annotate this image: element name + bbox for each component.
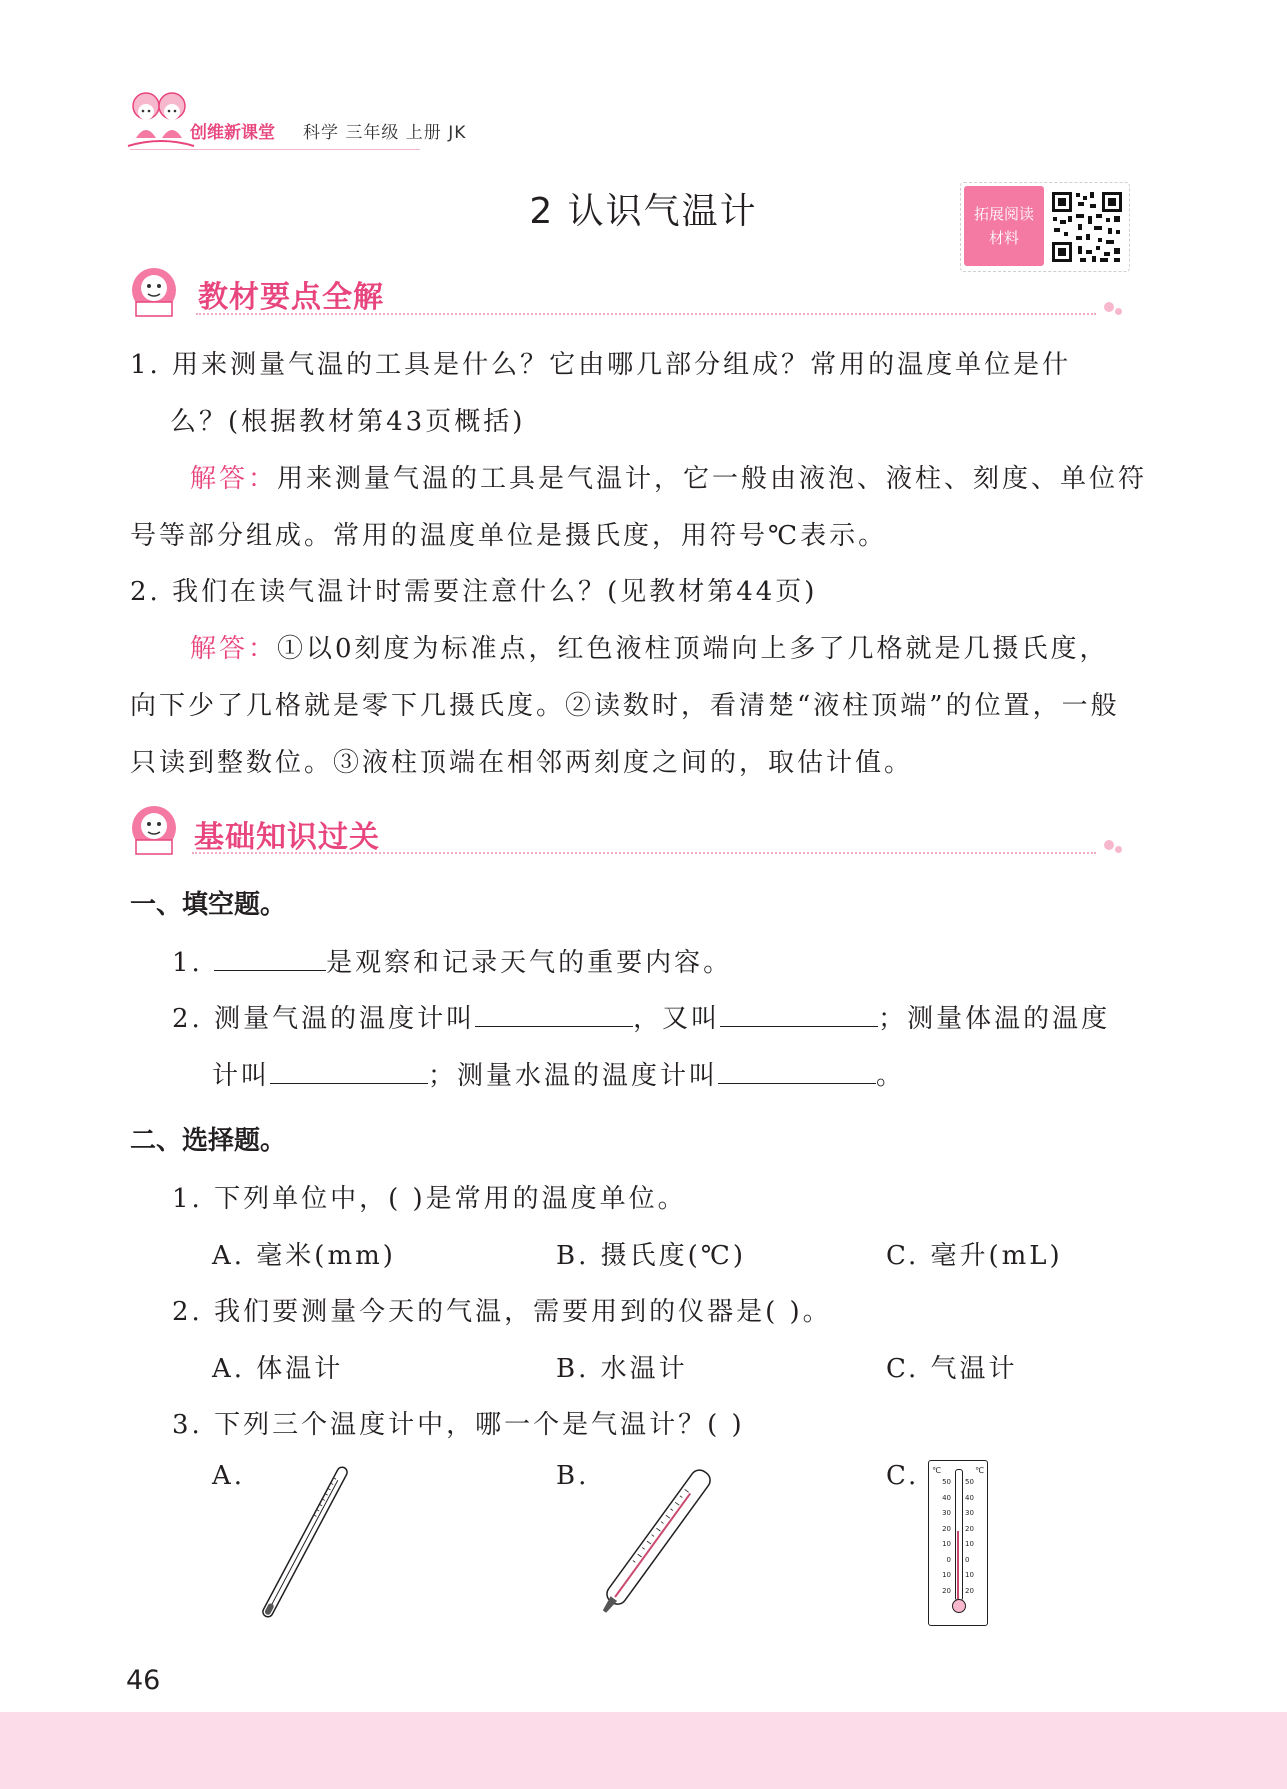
decorative-dot: [1104, 840, 1114, 850]
fill-question-2-part-a: 2. 测量气温的温度计叫: [172, 1004, 476, 1034]
choice-question-3: 3. 下列三个温度计中，哪一个是气温计？( ): [172, 1410, 745, 1440]
question-1-line-1: 1. 用来测量气温的工具是什么？它由哪几部分组成？常用的温度单位是什: [130, 350, 1072, 380]
fill-blank-heading: 一、填空题。: [130, 890, 287, 920]
thermometer-bulb: [952, 1599, 966, 1613]
page-number: 46: [126, 1665, 161, 1696]
scale-label: 20: [942, 1524, 951, 1533]
answer-1-text: 用来测量气温的工具是气温计，它一般由液泡、液柱、刻度、单位符: [277, 464, 1148, 494]
answer-blank[interactable]: [720, 1000, 878, 1027]
choice-2-option-b[interactable]: B. 水温计: [556, 1354, 688, 1384]
choice-question-2: 2. 我们要测量今天的气温，需要用到的仪器是( )。: [172, 1297, 832, 1327]
answer-1-line-1: [190, 458, 1147, 495]
bottom-decorative-band: [0, 1712, 1287, 1789]
scale-label: 20: [965, 1586, 974, 1595]
section-character-icon: [128, 804, 188, 858]
scale-label: 10: [942, 1571, 951, 1579]
choice-3-option-b[interactable]: B.: [556, 1461, 590, 1491]
reading-material-tag-label: 拓展阅读材料: [974, 205, 1035, 247]
answer-blank[interactable]: [475, 1000, 633, 1027]
scale-label: 50: [942, 1478, 951, 1486]
scale-label: 40: [942, 1493, 951, 1502]
celsius-unit-left: ℃: [932, 1466, 941, 1475]
brand-name: 创维新课堂: [190, 123, 275, 143]
scale-right: [965, 1475, 985, 1599]
section-divider: [192, 852, 1096, 854]
answer-2-line-2: 向下少了几格就是零下几摄氏度。②读数时，看清楚“液柱顶端”的位置，一般: [130, 691, 1120, 721]
question-1-line-2: 么？(根据教材第43页概括): [170, 407, 526, 437]
fill-question-2-part-c: ；测量体温的温度: [878, 1004, 1111, 1034]
answer-1-line-2: 号等部分组成。常用的温度单位是摄氏度，用符号℃表示。: [130, 521, 888, 551]
cartoon-kids-logo: [126, 88, 196, 154]
celsius-unit-right: ℃: [975, 1466, 984, 1475]
scale-label: 0: [965, 1555, 970, 1564]
section-character-icon: [128, 266, 188, 320]
question-2-line-1: 2. 我们在读气温计时需要注意什么？(见教材第44页): [130, 577, 818, 607]
decorative-dot: [1115, 308, 1122, 315]
section-title-basic-knowledge: 基础知识过关: [194, 820, 380, 855]
section-title-key-points: 教材要点全解: [198, 280, 384, 315]
answer-blank[interactable]: [270, 1057, 428, 1084]
fill-question-2-part-d: 计叫: [212, 1061, 271, 1091]
choice-3-option-a[interactable]: A.: [212, 1461, 246, 1491]
header-divider: [130, 149, 420, 150]
answer-label: 解答：: [190, 634, 278, 664]
thermometer-b-image: [590, 1452, 720, 1632]
reading-material-tag[interactable]: [964, 186, 1044, 266]
answer-blank[interactable]: [214, 944, 326, 971]
scale-label: 30: [942, 1509, 951, 1517]
scale-label: 20: [942, 1586, 951, 1595]
section-divider: [196, 313, 1096, 315]
fill-question-1-text: 是观察和记录天气的重要内容。: [326, 948, 733, 978]
choice-3-option-c[interactable]: C.: [886, 1461, 920, 1491]
page-title: 2 认识气温计: [529, 191, 758, 232]
fill-question-1: [172, 942, 732, 979]
decorative-dot: [1104, 302, 1114, 312]
scale-label: 50: [965, 1478, 974, 1486]
scale-left: [931, 1475, 951, 1599]
choice-2-option-a[interactable]: A. 体温计: [212, 1354, 344, 1384]
decorative-dot: [1115, 846, 1122, 853]
choice-2-option-c[interactable]: C. 气温计: [886, 1354, 1018, 1384]
book-info: 科学 三年级 上册 JK: [303, 123, 467, 143]
scale-label: 0: [946, 1555, 951, 1564]
scale-label: 30: [965, 1509, 974, 1517]
answer-2-line-1: [190, 628, 1109, 665]
scale-label: 20: [965, 1524, 974, 1533]
choice-1-option-c[interactable]: C. 毫升(mL): [886, 1241, 1063, 1271]
scale-label: 10: [965, 1540, 974, 1548]
qr-code-icon[interactable]: [1050, 190, 1124, 264]
scale-label: 10: [965, 1571, 974, 1579]
choice-question-1: 1. 下列单位中，( )是常用的温度单位。: [172, 1184, 687, 1214]
choice-1-option-b[interactable]: B. 摄氏度(℃): [556, 1241, 747, 1271]
thermometer-c-image: [928, 1460, 988, 1626]
fill-question-2-part-f: 。: [876, 1061, 906, 1091]
answer-2-text: ①以0刻度为标准点，红色液柱顶端向上多了几格就是几摄氏度，: [277, 634, 1109, 664]
answer-2-line-3: 只读到整数位。③液柱顶端在相邻两刻度之间的，取估计值。: [130, 748, 914, 778]
scale-label: 10: [942, 1540, 951, 1548]
fill-question-2-line-2: [212, 1055, 905, 1092]
fill-question-2-part-e: ；测量水温的温度计叫: [428, 1061, 719, 1091]
choice-heading: 二、选择题。: [130, 1126, 287, 1156]
choice-1-option-a[interactable]: A. 毫米(mm): [212, 1241, 396, 1271]
liquid-column: [957, 1531, 959, 1601]
fill-question-2-line-1: [172, 998, 1110, 1035]
fill-question-2-part-b: ，又叫: [633, 1004, 721, 1034]
fill-question-1-number: 1.: [172, 948, 203, 978]
thermometer-a-image: [250, 1452, 360, 1632]
answer-blank[interactable]: [718, 1057, 876, 1084]
scale-label: 40: [965, 1493, 974, 1502]
answer-label: 解答：: [190, 464, 278, 494]
